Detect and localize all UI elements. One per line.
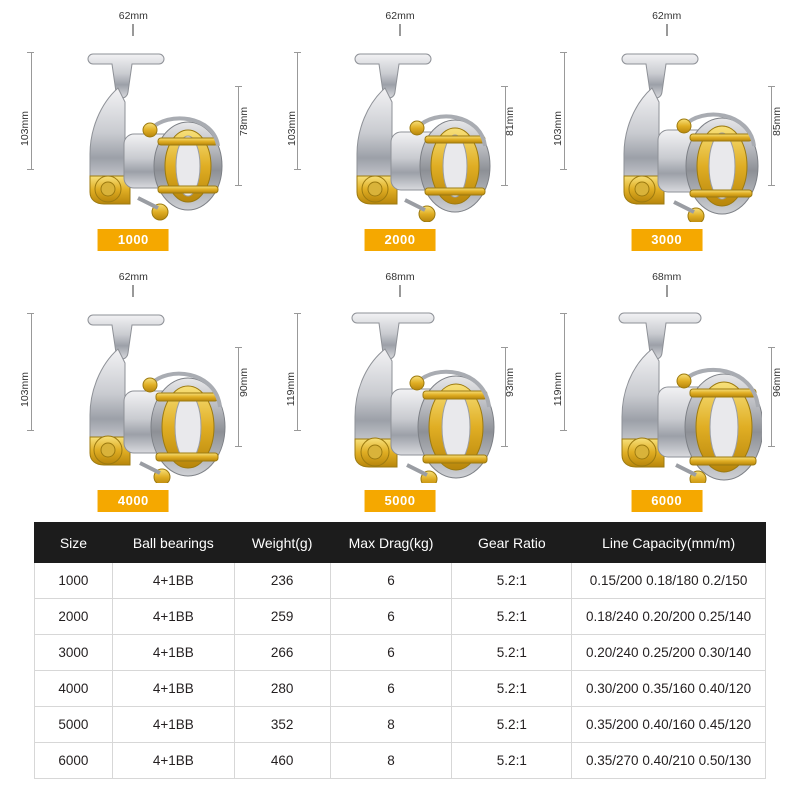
cell-weight: 266 xyxy=(234,635,330,671)
cell-ball-bearings: 4+1BB xyxy=(112,563,234,599)
width-dimension-label: 62mm xyxy=(118,271,148,283)
column-header-ball-bearings: Ball bearings xyxy=(112,523,234,563)
depth-dimension-bar xyxy=(768,347,775,447)
table-header-row xyxy=(35,523,766,563)
fishing-reel-image xyxy=(572,26,762,222)
depth-dimension-label: 85mm xyxy=(770,106,783,136)
height-dimension-label: 103mm xyxy=(552,111,565,147)
cell-weight: 460 xyxy=(234,743,330,779)
cell-size: 6000 xyxy=(35,743,113,779)
depth-dimension-label: 78mm xyxy=(237,106,250,136)
size-tag: 4000 xyxy=(98,490,169,512)
product-cell-1000 xyxy=(0,0,267,261)
cell-max-drag: 8 xyxy=(330,707,452,743)
fishing-reel-image xyxy=(305,287,495,483)
depth-dimension-bar xyxy=(501,86,508,186)
cell-gear-ratio: 5.2:1 xyxy=(452,563,572,599)
cell-max-drag: 6 xyxy=(330,563,452,599)
cell-weight: 352 xyxy=(234,707,330,743)
cell-ball-bearings: 4+1BB xyxy=(112,635,234,671)
depth-dimension-label: 90mm xyxy=(237,367,250,397)
cell-size: 2000 xyxy=(35,599,113,635)
cell-max-drag: 6 xyxy=(330,599,452,635)
cell-line-capacity: 0.15/200 0.18/180 0.2/150 xyxy=(572,563,766,599)
cell-line-capacity: 0.35/200 0.40/160 0.45/120 xyxy=(572,707,766,743)
depth-dimension-bar xyxy=(768,86,775,186)
cell-ball-bearings: 4+1BB xyxy=(112,743,234,779)
depth-dimension xyxy=(768,86,790,186)
width-dimension-label: 62mm xyxy=(652,10,682,22)
cell-max-drag: 6 xyxy=(330,671,452,707)
size-tag: 1000 xyxy=(98,229,169,251)
table-row xyxy=(35,563,766,599)
cell-max-drag: 8 xyxy=(330,743,452,779)
cell-line-capacity: 0.18/240 0.20/200 0.25/140 xyxy=(572,599,766,635)
product-cell-2000 xyxy=(267,0,534,261)
size-tag: 3000 xyxy=(631,229,702,251)
depth-dimension-label: 93mm xyxy=(504,367,517,397)
size-tag: 5000 xyxy=(365,490,436,512)
cell-ball-bearings: 4+1BB xyxy=(112,707,234,743)
fishing-reel-image xyxy=(572,287,762,483)
cell-gear-ratio: 5.2:1 xyxy=(452,743,572,779)
depth-dimension-bar xyxy=(501,347,508,447)
width-dimension-label: 68mm xyxy=(385,271,415,283)
height-dimension-label: 103mm xyxy=(19,372,31,408)
cell-gear-ratio: 5.2:1 xyxy=(452,599,572,635)
size-tag: 2000 xyxy=(365,229,436,251)
table-row xyxy=(35,743,766,779)
table-row xyxy=(35,707,766,743)
cell-ball-bearings: 4+1BB xyxy=(112,599,234,635)
product-cell-5000 xyxy=(267,261,534,522)
cell-size: 3000 xyxy=(35,635,113,671)
height-dimension xyxy=(547,313,567,431)
width-dimension-label: 68mm xyxy=(652,271,682,283)
depth-dimension xyxy=(501,86,523,186)
column-header-size: Size xyxy=(35,523,113,563)
depth-dimension-label: 81mm xyxy=(504,106,517,136)
fishing-reel-image xyxy=(38,287,228,483)
cell-ball-bearings: 4+1BB xyxy=(112,671,234,707)
cell-weight: 280 xyxy=(234,671,330,707)
column-header-line-capacity: Line Capacity(mm/m) xyxy=(572,523,766,563)
cell-weight: 236 xyxy=(234,563,330,599)
cell-line-capacity: 0.35/270 0.40/210 0.50/130 xyxy=(572,743,766,779)
fishing-reel-image xyxy=(305,26,495,222)
depth-dimension xyxy=(768,347,790,447)
cell-weight: 259 xyxy=(234,599,330,635)
height-dimension-label: 103mm xyxy=(285,111,298,147)
width-dimension-label: 62mm xyxy=(118,10,148,22)
cell-gear-ratio: 5.2:1 xyxy=(452,671,572,707)
depth-dimension-label: 96mm xyxy=(770,367,783,397)
column-header-gear-ratio: Gear Ratio xyxy=(452,523,572,563)
cell-gear-ratio: 5.2:1 xyxy=(452,707,572,743)
column-header-weight: Weight(g) xyxy=(234,523,330,563)
height-dimension xyxy=(281,313,301,431)
depth-dimension xyxy=(501,347,523,447)
depth-dimension xyxy=(235,347,257,447)
depth-dimension-bar xyxy=(235,347,242,447)
height-dimension xyxy=(14,52,34,170)
specification-table xyxy=(34,522,766,779)
product-cell-4000 xyxy=(0,261,267,522)
product-cell-3000 xyxy=(533,0,800,261)
cell-size: 4000 xyxy=(35,671,113,707)
height-dimension-label: 119mm xyxy=(552,372,565,407)
depth-dimension-bar xyxy=(235,86,242,186)
width-dimension-label: 62mm xyxy=(385,10,415,22)
column-header-max-drag: Max Drag(kg) xyxy=(330,523,452,563)
depth-dimension xyxy=(235,86,257,186)
cell-gear-ratio: 5.2:1 xyxy=(452,635,572,671)
table-row xyxy=(35,635,766,671)
height-dimension xyxy=(281,52,301,170)
cell-max-drag: 6 xyxy=(330,635,452,671)
size-tag: 6000 xyxy=(631,490,702,512)
height-dimension-label: 103mm xyxy=(19,111,31,147)
cell-size: 5000 xyxy=(35,707,113,743)
height-dimension xyxy=(14,313,34,431)
height-dimension-label: 119mm xyxy=(285,372,298,407)
fishing-reel-image xyxy=(38,26,228,222)
height-dimension xyxy=(547,52,567,170)
table-row xyxy=(35,599,766,635)
cell-line-capacity: 0.20/240 0.25/200 0.30/140 xyxy=(572,635,766,671)
cell-line-capacity: 0.30/200 0.35/160 0.40/120 xyxy=(572,671,766,707)
table-row xyxy=(35,671,766,707)
cell-size: 1000 xyxy=(35,563,113,599)
product-cell-6000 xyxy=(533,261,800,522)
